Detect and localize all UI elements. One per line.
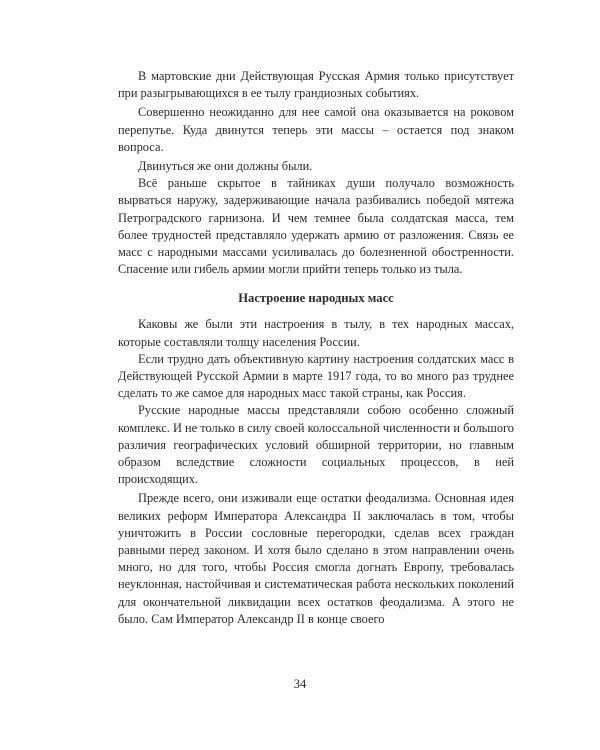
paragraph: Каковы же были эти настроения в тылу, в тех народных массах, которые составляли толщу населения России. xyxy=(118,317,514,349)
paragraph: Если трудно дать объективную картину настроения солдатских масс в Действующей Русской Армии в марте 1917 года, то во много раз труднее сделать то же самое для народных масс такой страны, как Россия. xyxy=(118,351,514,401)
paragraph: В мартовские дни Действующая Русская Армия только присутствует при разыгрывающихся в ее тылу грандиозных событиях. xyxy=(118,69,514,101)
page-body xyxy=(118,68,514,628)
paragraph: Русские народные массы представляли собою особенно сложный комплекс. И не только в силу своей колоссальной численности и большого различия географических условий обширной территории, но главным образом вследствие сложности социальных процессов, в ней происходящих. xyxy=(118,403,514,487)
paragraph: Всё раньше скрытое в тайниках души получало возможность вырваться наружу, задерживающие начала разбивались победой мятежа Петроградского гарнизона. И чем темнее была солдатская масса, тем более трудностей представляло удержать армию от разложения. Связь ее масс с народными массами усиливалась до болезненной обостренности. Спасение или гибель армии могли прийти теперь только из тыла. xyxy=(118,176,514,277)
section-title: Настроение народных масс xyxy=(238,291,394,306)
page-number: 34 xyxy=(293,677,307,691)
paragraph: Совершенно неожиданно для нее самой она оказывается на роковом перепутье. Куда двинутся теперь эти массы – остается под знаком вопроса. xyxy=(118,105,514,154)
paragraph: Двинуться же они должны были. xyxy=(138,159,313,174)
paragraph: Прежде всего, они изживали еще остатки феодализма. Основная идея великих реформ Императора Александра II заключалась в том, чтобы уничтожить в России сословные перегородки, сделав всех граждан равными перед законом. И хотя было сделано в этом направлении очень много, но для того, чтобы Россия смогла догнать Европу, требовалась неуклонная, настойчивая и систематическая работа нескольких поколений для окончательной ликвидации всех остатков феодализма. А этого не было. Сам Император Александр II в конце своего xyxy=(118,491,514,626)
